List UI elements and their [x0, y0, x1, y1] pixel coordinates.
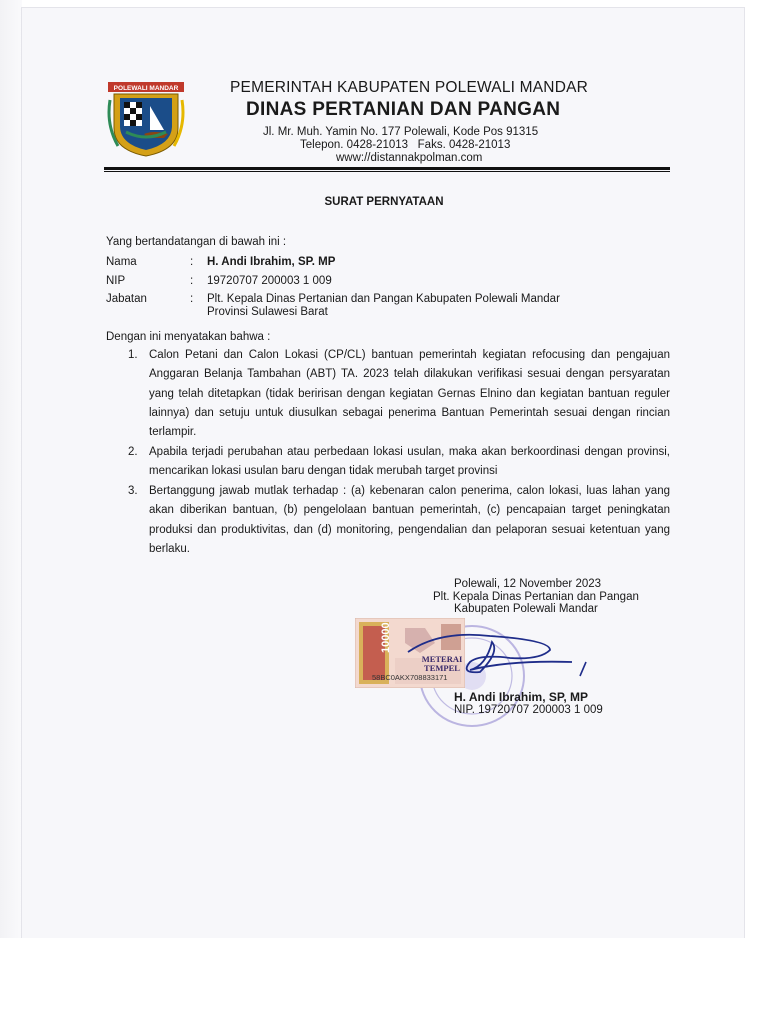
nama-value: H. Andi Ibrahim, SP. MP — [207, 256, 336, 268]
item-number-2: 2. — [128, 446, 138, 458]
meterai-label: METERAI TEMPEL — [421, 654, 463, 673]
signer-position-line1: Plt. Kepala Dinas Pertanian dan Pangan — [433, 591, 639, 603]
letterhead-divider-thin — [104, 171, 670, 172]
nama-colon: : — [190, 256, 194, 268]
page-margin — [0, 0, 22, 1024]
page-background — [0, 938, 768, 1024]
agency-name: DINAS PERTANIAN DAN PANGAN — [246, 99, 561, 120]
letterhead-divider — [104, 167, 670, 170]
signer-position-line2: Kabupaten Polewali Mandar — [454, 603, 598, 615]
jabatan-value-line1: Plt. Kepala Dinas Pertanian dan Pangan Kabupaten Polewali Mandar — [207, 293, 560, 305]
regency-emblem-icon — [106, 80, 186, 158]
item-number-3: 3. — [128, 485, 138, 497]
document-title: SURAT PERNYATAAN — [324, 196, 444, 208]
agency-website: www://distannakpolman.com — [336, 152, 483, 164]
statement-item-1: Calon Petani dan Calon Lokasi (CP/CL) bantuan pemerintah kegiatan refocusing dan pengajuan Anggaran Belanja Tambahan (ABT) TA. 2023 telah dilakukan verifikasi sesuai dengan persyaratan yang telah ditetapkan (tidak beririsan dengan kegiatan Gernas Elnino dan kegiatan bantuan reguler lainnya) dan setuju untuk diusulkan sebagai penerima Bantuan Pemerintah sesuai dengan rincian terlampir. — [149, 349, 670, 439]
meterai-value: 10000 — [380, 622, 392, 653]
jabatan-value-line2: Provinsi Sulawesi Barat — [207, 306, 328, 318]
nip-value: 19720707 200003 1 009 — [207, 275, 332, 287]
intro-text: Yang bertandatangan di bawah ini : — [106, 236, 287, 248]
item-number-1: 1. — [128, 349, 138, 361]
agency-phone: Telepon. 0428-21013 Faks. 0428-21013 — [300, 139, 511, 151]
government-name: PEMERINTAH KABUPATEN POLEWALI MANDAR — [230, 79, 589, 96]
place-date: Polewali, 12 November 2023 — [454, 578, 602, 590]
signer-nip: NIP. 19720707 200003 1 009 — [454, 704, 603, 716]
statement-intro: Dengan ini menyatakan bahwa : — [106, 331, 271, 343]
statement-item-3: Bertanggung jawab mutlak terhadap : (a) kebenaran calon penerima, calon lokasi, luas lahan yang akan diberikan bantuan, (b) pengelolaan bantuan pemerintah, (c) pencapaian target peningkatan produksi dan produktivitas, dan (d) monitoring, pengendalian dan pelaporan sesuai ketentuan yang berlaku. — [149, 485, 670, 555]
nip-label: NIP — [106, 275, 126, 287]
jabatan-label: Jabatan — [106, 293, 147, 305]
logo-text: POLEWALI MANDAR — [113, 85, 179, 92]
meterai-serial: 58BC0AKX708833171 — [372, 673, 448, 682]
nip-colon: : — [190, 275, 194, 287]
signer-name: H. Andi Ibrahim, SP, MP — [454, 690, 589, 704]
jabatan-colon: : — [190, 293, 194, 305]
agency-address: Jl. Mr. Muh. Yamin No. 177 Polewali, Kode Pos 91315 — [263, 126, 539, 138]
handwritten-signature-icon — [400, 622, 600, 682]
nama-label: Nama — [106, 256, 137, 268]
statement-item-2: Apabila terjadi perubahan atau perbedaan lokasi usulan, maka akan berkoordinasi dengan provinsi, mencarikan lokasi usulan baru dengan tidak merubah target provinsi — [149, 446, 670, 478]
